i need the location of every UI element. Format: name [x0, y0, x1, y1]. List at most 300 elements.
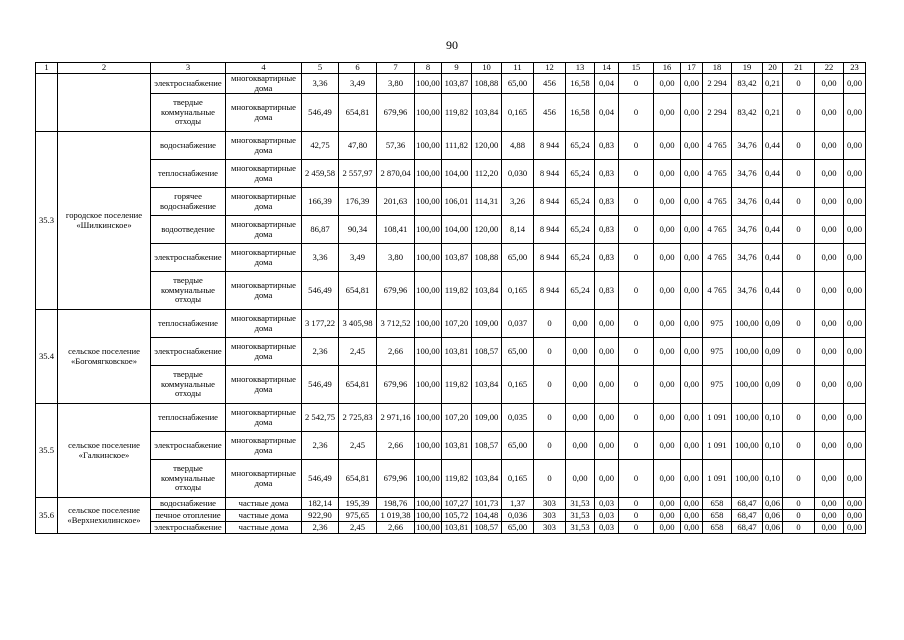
value-cell: 456: [534, 94, 566, 132]
value-cell: 2,66: [377, 522, 415, 534]
value-cell: 0,83: [595, 272, 619, 310]
table-row: [36, 338, 866, 366]
value-cell: 3,80: [377, 74, 415, 94]
value-cell: 0,00: [844, 272, 866, 310]
value-cell: 0,83: [595, 244, 619, 272]
value-cell: 65,24: [566, 188, 595, 216]
service-type-cell: печное отопление: [151, 510, 226, 522]
value-cell: 654,81: [339, 460, 377, 498]
value-cell: 106,01: [442, 188, 472, 216]
value-cell: 86,87: [302, 216, 339, 244]
settlement-name: городское поселение «Шилкинское»: [58, 132, 151, 310]
column-header: 2: [58, 63, 151, 74]
value-cell: 119,82: [442, 94, 472, 132]
value-cell: 3,49: [339, 244, 377, 272]
value-cell: 0,00: [595, 404, 619, 432]
value-cell: 0,00: [815, 188, 844, 216]
housing-type-cell: многоквартирные дома: [226, 188, 302, 216]
value-cell: 198,76: [377, 498, 415, 510]
value-cell: 0,10: [763, 404, 783, 432]
value-cell: 0,00: [815, 132, 844, 160]
value-cell: 0,00: [681, 160, 703, 188]
service-type-cell: электроснабжение: [151, 338, 226, 366]
value-cell: 0,04: [595, 94, 619, 132]
value-cell: 34,76: [732, 244, 763, 272]
value-cell: 0,165: [502, 460, 534, 498]
value-cell: 2,66: [377, 432, 415, 460]
housing-type-cell: многоквартирные дома: [226, 244, 302, 272]
value-cell: 0: [783, 94, 815, 132]
value-cell: 975: [703, 338, 732, 366]
value-cell: 0,00: [681, 404, 703, 432]
value-cell: 0,10: [763, 460, 783, 498]
page-number: 90: [446, 38, 458, 52]
value-cell: 195,39: [339, 498, 377, 510]
value-cell: 105,72: [442, 510, 472, 522]
value-cell: 303: [534, 522, 566, 534]
value-cell: 1 019,38: [377, 510, 415, 522]
value-cell: 201,63: [377, 188, 415, 216]
value-cell: 654,81: [339, 366, 377, 404]
table-row: [36, 132, 866, 160]
service-type-cell: водоснабжение: [151, 132, 226, 160]
value-cell: 8 944: [534, 244, 566, 272]
service-type-cell: твердые коммунальные отходы: [151, 94, 226, 132]
value-cell: 1 091: [703, 404, 732, 432]
value-cell: 0,00: [654, 432, 681, 460]
value-cell: 34,76: [732, 160, 763, 188]
value-cell: 0,165: [502, 366, 534, 404]
value-cell: 0,44: [763, 216, 783, 244]
value-cell: 16,58: [566, 94, 595, 132]
table-row: [36, 404, 866, 432]
value-cell: 4 765: [703, 132, 732, 160]
value-cell: 0,00: [654, 244, 681, 272]
table-row: [36, 160, 866, 188]
value-cell: 8 944: [534, 132, 566, 160]
value-cell: 2 870,04: [377, 160, 415, 188]
housing-type-cell: многоквартирные дома: [226, 338, 302, 366]
column-header: 22: [815, 63, 844, 74]
value-cell: 0,00: [844, 310, 866, 338]
value-cell: 0,00: [654, 216, 681, 244]
value-cell: 546,49: [302, 366, 339, 404]
value-cell: 1 091: [703, 460, 732, 498]
value-cell: 3 177,22: [302, 310, 339, 338]
value-cell: 100,00: [732, 404, 763, 432]
value-cell: 0,00: [654, 338, 681, 366]
service-type-cell: водоотведение: [151, 216, 226, 244]
value-cell: 65,24: [566, 216, 595, 244]
value-cell: 0,00: [654, 498, 681, 510]
value-cell: 0,03: [595, 510, 619, 522]
value-cell: 100,00: [416, 497, 440, 508]
column-header: 23: [844, 63, 866, 74]
value-cell: 2,36: [302, 432, 339, 460]
value-cell: 0,00: [815, 310, 844, 338]
value-cell: 658: [703, 522, 732, 534]
column-header: 7: [377, 63, 415, 74]
value-cell: 103,84: [472, 94, 502, 132]
value-cell: 108,41: [377, 216, 415, 244]
value-cell: 107,20: [442, 404, 472, 432]
value-cell: 0,00: [595, 460, 619, 498]
value-cell: 0,83: [595, 188, 619, 216]
value-cell: 679,96: [377, 272, 415, 310]
value-cell: 65,00: [502, 432, 534, 460]
column-header: 1: [36, 63, 58, 74]
value-cell: 0,00: [815, 498, 844, 510]
value-cell: 119,82: [442, 366, 472, 404]
value-cell: 0,00: [844, 216, 866, 244]
value-cell: 0,83: [595, 216, 619, 244]
value-cell: 34,76: [732, 132, 763, 160]
value-cell: 975,65: [339, 510, 377, 522]
value-cell: 975: [703, 366, 732, 404]
value-cell: 65,00: [502, 74, 534, 94]
value-cell: 0,00: [844, 244, 866, 272]
value-cell: 104,00: [442, 216, 472, 244]
housing-type-cell: многоквартирные дома: [226, 74, 302, 94]
value-cell: 0: [619, 338, 654, 366]
table-row: [36, 460, 866, 498]
value-cell: 108,88: [472, 74, 502, 94]
value-cell: 0: [783, 510, 815, 522]
value-cell: 100,00: [415, 460, 442, 498]
table-row: [36, 366, 866, 404]
value-cell: 654,81: [339, 272, 377, 310]
value-cell: 57,36: [377, 132, 415, 160]
value-cell: 0,037: [502, 310, 534, 338]
value-cell: 4 765: [703, 188, 732, 216]
value-cell: 0: [783, 244, 815, 272]
value-cell: 114,31: [472, 188, 502, 216]
value-cell: 0,44: [763, 244, 783, 272]
housing-type-cell: многоквартирные дома: [226, 272, 302, 310]
column-header: 9: [442, 63, 472, 74]
housing-type-cell: многоквартирные дома: [226, 366, 302, 404]
value-cell: 2,45: [339, 432, 377, 460]
value-cell: 2 459,58: [302, 160, 339, 188]
value-cell: 0,00: [844, 510, 866, 522]
value-cell: 42,75: [302, 132, 339, 160]
housing-type-cell: многоквартирные дома: [226, 216, 302, 244]
value-cell: 182,14: [302, 498, 339, 510]
row-group-number: 35.6: [36, 498, 58, 534]
value-cell: 100,00: [415, 74, 442, 94]
column-header: 18: [703, 63, 732, 74]
value-cell: 100,00: [415, 338, 442, 366]
value-cell: 0: [783, 132, 815, 160]
value-cell: 0,00: [844, 132, 866, 160]
table-row: [36, 94, 866, 132]
service-type-cell: теплоснабжение: [151, 310, 226, 338]
value-cell: 176,39: [339, 188, 377, 216]
table-row: [36, 432, 866, 460]
value-cell: 0: [783, 366, 815, 404]
value-cell: 103,81: [442, 522, 472, 534]
value-cell: 111,82: [442, 132, 472, 160]
value-cell: 0,00: [654, 74, 681, 94]
value-cell: 0,00: [844, 522, 866, 534]
value-cell: 0: [619, 272, 654, 310]
value-cell: 31,53: [566, 510, 595, 522]
value-cell: 108,88: [472, 244, 502, 272]
value-cell: 0,00: [844, 498, 866, 510]
column-header: 13: [566, 63, 595, 74]
value-cell: 658: [703, 498, 732, 510]
value-cell: 0,00: [566, 338, 595, 366]
value-cell: 0,00: [844, 338, 866, 366]
value-cell: 2,36: [302, 522, 339, 534]
housing-type-cell: многоквартирные дома: [226, 310, 302, 338]
housing-type-cell: многоквартирные дома: [226, 132, 302, 160]
header-row: [36, 63, 866, 74]
value-cell: 83,42: [732, 74, 763, 94]
value-cell: 2,45: [339, 522, 377, 534]
value-cell: 0,06: [763, 498, 783, 510]
value-cell: 0: [534, 404, 566, 432]
value-cell: 0,165: [502, 272, 534, 310]
column-header: 5: [302, 63, 339, 74]
value-cell: 0: [783, 522, 815, 534]
value-cell: 0,00: [654, 188, 681, 216]
value-cell: 103,84: [472, 460, 502, 498]
value-cell: 119,82: [442, 460, 472, 498]
value-cell: 679,96: [377, 460, 415, 498]
housing-type-cell: частные дома: [226, 510, 302, 522]
value-cell: 4 765: [703, 216, 732, 244]
value-cell: 103,84: [472, 272, 502, 310]
value-cell: 0: [619, 244, 654, 272]
value-cell: 0,00: [815, 272, 844, 310]
service-type-cell: электроснабжение: [151, 74, 226, 94]
value-cell: 0,03: [595, 498, 619, 510]
value-cell: 4 765: [703, 160, 732, 188]
value-cell: 0,10: [763, 432, 783, 460]
value-cell: 0: [534, 366, 566, 404]
value-cell: 0: [619, 498, 654, 510]
value-cell: 0,035: [502, 404, 534, 432]
value-cell: 103,87: [442, 244, 472, 272]
service-type-cell: электроснабжение: [151, 244, 226, 272]
value-cell: 0,00: [681, 338, 703, 366]
housing-type-cell: многоквартирные дома: [226, 94, 302, 132]
value-cell: 119,82: [442, 272, 472, 310]
value-cell: 0: [534, 310, 566, 338]
value-cell: 0: [783, 160, 815, 188]
value-cell: 100,00: [415, 216, 442, 244]
value-cell: 34,76: [732, 272, 763, 310]
value-cell: 679,96: [377, 366, 415, 404]
value-cell: 0: [619, 132, 654, 160]
service-type-cell: электроснабжение: [151, 522, 226, 534]
value-cell: 112,20: [472, 160, 502, 188]
value-cell: 34,76: [732, 216, 763, 244]
table-row: [36, 272, 866, 310]
value-cell: 108,57: [472, 522, 502, 534]
value-cell: 0,00: [595, 338, 619, 366]
value-cell: 100,00: [415, 272, 442, 310]
value-cell: 0,00: [844, 94, 866, 132]
value-cell: 0: [619, 366, 654, 404]
value-cell: 83,42: [732, 94, 763, 132]
value-cell: 0,00: [681, 216, 703, 244]
value-cell: 0: [783, 216, 815, 244]
value-cell: 65,24: [566, 244, 595, 272]
column-header: 10: [472, 63, 502, 74]
column-header: 6: [339, 63, 377, 74]
value-cell: 0,00: [844, 366, 866, 404]
value-cell: 0: [619, 74, 654, 94]
value-cell: 1,37: [502, 498, 534, 510]
value-cell: 100,00: [415, 432, 442, 460]
value-cell: 0,00: [681, 498, 703, 510]
value-cell: 0,21: [763, 94, 783, 132]
value-cell: 100,00: [415, 94, 442, 132]
column-header: 8: [415, 63, 442, 74]
value-cell: 0: [783, 404, 815, 432]
value-cell: 100,00: [415, 404, 442, 432]
housing-type-cell: многоквартирные дома: [226, 404, 302, 432]
value-cell: 8 944: [534, 188, 566, 216]
value-cell: 100,00: [415, 366, 442, 404]
table-row: [36, 310, 866, 338]
settlement-name: сельское поселение «Верхнехилинское»: [58, 498, 151, 534]
value-cell: 120,00: [472, 216, 502, 244]
value-cell: 3 712,52: [377, 310, 415, 338]
column-header: 16: [654, 63, 681, 74]
value-cell: 0,00: [566, 310, 595, 338]
value-cell: 0,06: [763, 510, 783, 522]
value-cell: 90,34: [339, 216, 377, 244]
value-cell: 0,00: [654, 522, 681, 534]
service-type-cell: твердые коммунальные отходы: [151, 366, 226, 404]
value-cell: 0,00: [654, 510, 681, 522]
value-cell: 0: [534, 432, 566, 460]
value-cell: 0,00: [844, 432, 866, 460]
column-header: 4: [226, 63, 302, 74]
value-cell: 0,00: [654, 460, 681, 498]
value-cell: 456: [534, 74, 566, 94]
value-cell: 0,00: [654, 310, 681, 338]
value-cell: 0,03: [595, 522, 619, 534]
value-cell: 0: [619, 522, 654, 534]
column-header: 19: [732, 63, 763, 74]
table-row: [36, 244, 866, 272]
value-cell: 3,26: [502, 188, 534, 216]
value-cell: 0,036: [502, 510, 534, 522]
value-cell: 31,53: [566, 522, 595, 534]
value-cell: 546,49: [302, 272, 339, 310]
housing-type-cell: многоквартирные дома: [226, 432, 302, 460]
service-type-cell: горячее водоснабжение: [151, 188, 226, 216]
value-cell: 0,09: [763, 310, 783, 338]
value-cell: 0,00: [681, 74, 703, 94]
value-cell: 2 294: [703, 94, 732, 132]
value-cell: 4 765: [703, 244, 732, 272]
value-cell: 0: [783, 498, 815, 510]
value-cell: 0,00: [654, 94, 681, 132]
value-cell: 0,00: [681, 522, 703, 534]
value-cell: 65,00: [502, 522, 534, 534]
value-cell: 0,00: [681, 510, 703, 522]
row-group-number: [36, 74, 58, 132]
value-cell: 0,44: [763, 132, 783, 160]
value-cell: 0,04: [595, 74, 619, 94]
value-cell: 107,20: [442, 310, 472, 338]
value-cell: 0,09: [763, 366, 783, 404]
value-cell: 3,36: [302, 74, 339, 94]
column-header: 14: [595, 63, 619, 74]
value-cell: 0: [619, 94, 654, 132]
value-cell: 0,00: [815, 94, 844, 132]
value-cell: 0: [783, 272, 815, 310]
value-cell: 0: [783, 432, 815, 460]
value-cell: 100,00: [415, 132, 442, 160]
service-type-cell: твердые коммунальные отходы: [151, 460, 226, 498]
value-cell: 16,58: [566, 74, 595, 94]
table-row: [36, 498, 866, 510]
value-cell: 0,00: [815, 404, 844, 432]
value-cell: 65,24: [566, 132, 595, 160]
value-cell: 100,00: [415, 188, 442, 216]
value-cell: 0,44: [763, 160, 783, 188]
value-cell: 0,44: [763, 272, 783, 310]
value-cell: 0,83: [595, 132, 619, 160]
value-cell: 0,00: [844, 460, 866, 498]
value-cell: 103,81: [442, 338, 472, 366]
value-cell: 166,39: [302, 188, 339, 216]
value-cell: 1 091: [703, 432, 732, 460]
service-type-cell: твердые коммунальные отходы: [151, 272, 226, 310]
value-cell: 3,80: [377, 244, 415, 272]
value-cell: 0: [783, 74, 815, 94]
service-type-cell: теплоснабжение: [151, 404, 226, 432]
column-header: 3: [151, 63, 226, 74]
value-cell: 0,00: [681, 94, 703, 132]
value-cell: 0: [783, 310, 815, 338]
table-row: [36, 510, 866, 522]
service-type-cell: теплоснабжение: [151, 160, 226, 188]
value-cell: 108,57: [472, 338, 502, 366]
value-cell: 109,00: [472, 404, 502, 432]
value-cell: 0: [534, 460, 566, 498]
settlement-name: [58, 74, 151, 132]
table-row: [36, 74, 866, 94]
value-cell: 0,00: [654, 160, 681, 188]
value-cell: 0,00: [654, 366, 681, 404]
value-cell: 0: [783, 460, 815, 498]
value-cell: 679,96: [377, 94, 415, 132]
value-cell: 0,00: [681, 310, 703, 338]
housing-type-cell: частные дома: [226, 498, 302, 510]
value-cell: 65,24: [566, 160, 595, 188]
value-cell: 65,24: [566, 272, 595, 310]
value-cell: 0,00: [681, 366, 703, 404]
value-cell: 0,00: [595, 310, 619, 338]
value-cell: 0,00: [595, 432, 619, 460]
value-cell: 0,00: [815, 216, 844, 244]
table-row: [36, 216, 866, 244]
settlement-name: сельское поселение «Галкинское»: [58, 404, 151, 498]
settlement-name: сельское поселение «Богомягковское»: [58, 310, 151, 404]
value-cell: 0,21: [763, 74, 783, 94]
value-cell: 0,44: [763, 188, 783, 216]
value-cell: 0,00: [566, 366, 595, 404]
value-cell: 2 542,75: [302, 404, 339, 432]
value-cell: 104,48: [472, 510, 502, 522]
